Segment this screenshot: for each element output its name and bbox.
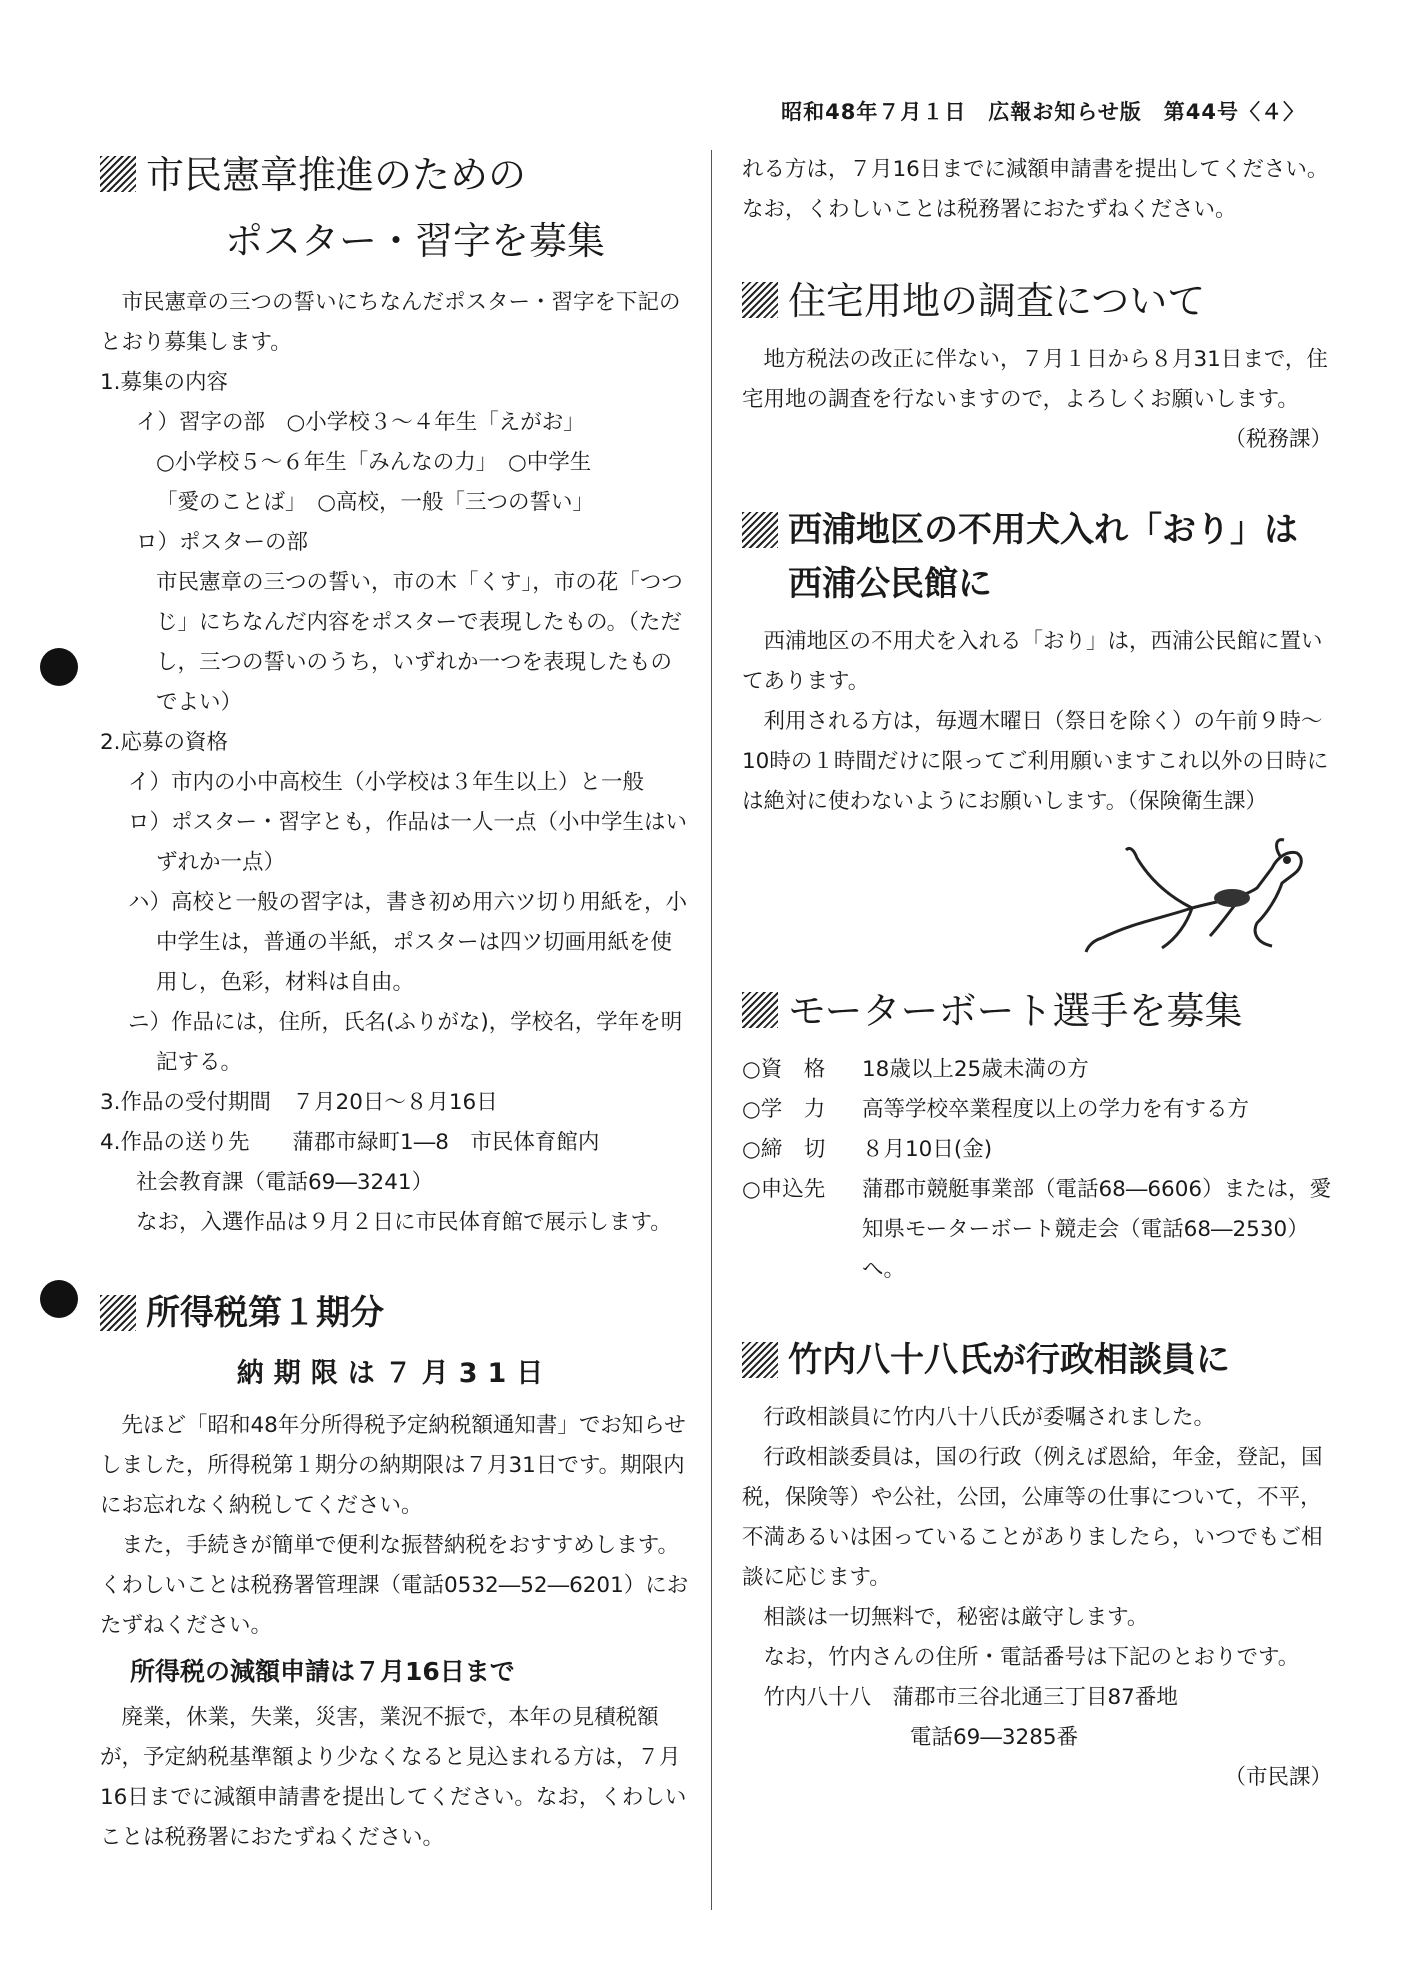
- hatch-marker-icon: [100, 1295, 136, 1331]
- section-heading: 1.募集の内容: [100, 370, 229, 395]
- article-title: 西浦地区の不用犬入れ「おり」は: [788, 510, 1298, 550]
- paragraph: 廃業，休業，失業，災害，業況不振で，本年の見積税額が，予定納税基準額より少なくなると見込まれる方は，７月16日までに減額申請書を提出してください。なお，くわしいことは税務署におたずねください。: [100, 1705, 687, 1850]
- hatch-marker-icon: [100, 156, 136, 192]
- hatch-marker-icon: [742, 992, 778, 1028]
- hatch-marker-icon: [742, 282, 778, 318]
- info-row: ○申込先 蒲郡市競艇事業部（電話68―6606）または，愛知県モーターボート競走会（電話68―2530）へ。: [742, 1177, 1332, 1282]
- right-column: [742, 150, 1332, 1798]
- list-item: ロ）ポスターの部: [136, 530, 309, 555]
- hatch-marker-icon: [742, 512, 778, 548]
- binding-hole: [40, 648, 78, 686]
- paragraph: 地方税法の改正に伴ない，７月１日から８月31日まで，住宅用地の調査を行ないますので，よろしくお願いします。: [742, 347, 1328, 412]
- phone-line: 電話69―3285番: [910, 1725, 1079, 1750]
- hatch-marker-icon: [742, 1342, 778, 1378]
- article-title: ポスター・習字を募集: [224, 219, 605, 263]
- tax-article: [100, 1289, 690, 1850]
- article-title: モーターボート選手を募集: [788, 989, 1243, 1033]
- paragraph: なお，入選作品は９月２日に市民体育館で展示します。: [136, 1210, 672, 1235]
- column-divider: [711, 150, 712, 1910]
- running-dog-illustration: [1082, 828, 1312, 958]
- info-row: ○締 切 ８月10日(金): [742, 1137, 993, 1162]
- paragraph: 相談は一切無料で，秘密は厳守します。: [763, 1605, 1149, 1630]
- housing-article: [742, 276, 1332, 460]
- paragraph: 行政相談委員は，国の行政（例えば恩給，年金，登記，国税，保険等）や公社，公団，公庫等の仕事について，不平，不満あるいは困っていることがありましたら，いつでもご相談に応じます。: [742, 1445, 1323, 1590]
- list-item: 「愛のことば」 ○高校，一般「三つの誓い」: [156, 490, 595, 515]
- list-item: ロ）ポスター・習字とも，作品は一人一点（小中学生はいずれか一点）: [128, 810, 688, 875]
- list-item: イ）市内の小中高校生（小学校は３年生以上）と一般: [128, 770, 645, 795]
- info-row: ○資 格 18歳以上25歳未満の方: [742, 1057, 1089, 1082]
- article-subtitle: 納期限は７月31日: [236, 1358, 554, 1389]
- address-line: 竹内八十八 蒲郡市三谷北通三丁目87番地: [763, 1685, 1178, 1710]
- paragraph-continued: れる方は，７月16日までに減額申請書を提出してください。なお，くわしいことは税務署におたずねください。: [742, 157, 1329, 222]
- info-row: ○学 力 高等学校卒業程度以上の学力を有する方: [742, 1097, 1250, 1122]
- list-item: ○小学校５～６年生「みんなの力」 ○中学生: [156, 450, 592, 475]
- article-subtitle: 所得税の減額申請は７月16日まで: [130, 1657, 515, 1686]
- paragraph: 市民憲章の三つの誓いにちなんだポスター・習字を下記のとおり募集します。: [100, 290, 681, 355]
- article-title: 西浦公民館に: [788, 564, 992, 604]
- article-title: 市民憲章推進のための: [146, 153, 527, 197]
- paragraph: 市民憲章の三つの誓い，市の木「くす」，市の花「つつじ」にちなんだ内容をポスターで表現したもの。（ただし，三つの誓いのうち，いずれか一つを表現したものでよい）: [156, 570, 683, 715]
- list-item: ハ）高校と一般の習字は，書き初め用六ツ切り用紙を，小中学生は，普通の半紙，ポスターは四ツ切画用紙を使用し，色彩，材料は自由。: [128, 890, 688, 995]
- poster-article: [100, 150, 690, 1243]
- counsel-article: [742, 1336, 1332, 1798]
- section-heading: 4.作品の送り先 蒲郡市緑町1―8 市民体育館内: [100, 1130, 600, 1155]
- article-title: 住宅用地の調査について: [788, 279, 1206, 323]
- boat-article: [742, 986, 1332, 1290]
- department-note: （税務課）: [1224, 427, 1332, 452]
- list-item: ニ）作品には，住所，氏名(ふりがな)，学校名，学年を明記する。: [128, 1010, 683, 1075]
- article-title: 所得税第１期分: [146, 1293, 384, 1333]
- paragraph: 社会教育課（電話69―3241）: [136, 1170, 434, 1195]
- issue-header: 昭和48年７月１日 広報お知らせ版 第44号〈４〉: [781, 100, 1305, 124]
- list-item: イ）習字の部 ○小学校３～４年生「えがお」: [136, 410, 585, 435]
- paragraph: 利用される方は，毎週木曜日（祭日を除く）の午前９時～10時の１時間だけに限ってご利用願いますこれ以外の日時には絶対に使わないようにお願いします。（保険衛生課）: [742, 709, 1329, 814]
- section-heading: 2.応募の資格: [100, 730, 229, 755]
- section-heading: 3.作品の受付期間 ７月20日～８月16日: [100, 1090, 498, 1115]
- paragraph: 西浦地区の不用犬を入れる「おり」は，西浦公民館に置いてあります。: [742, 629, 1323, 694]
- paragraph: なお，竹内さんの住所・電話番号は下記のとおりです。: [763, 1645, 1300, 1670]
- left-column: [100, 150, 690, 1850]
- paragraph: また，手続きが簡単で便利な振替納税をおすすめします。くわしいことは税務署管理課（電話0532―52―6201）におたずねください。: [100, 1533, 689, 1638]
- paragraph: 行政相談員に竹内八十八氏が委嘱されました。: [763, 1405, 1216, 1430]
- paragraph: 先ほど「昭和48年分所得税予定納税額通知書」でお知らせしました，所得税第１期分の納期限は７月31日です。期限内にお忘れなく納税してください。: [100, 1413, 686, 1518]
- binding-hole: [40, 1280, 78, 1318]
- article-title: 竹内八十八氏が行政相談員に: [788, 1340, 1230, 1380]
- department-note: （市民課）: [1224, 1765, 1332, 1790]
- dog-article: [742, 506, 1332, 958]
